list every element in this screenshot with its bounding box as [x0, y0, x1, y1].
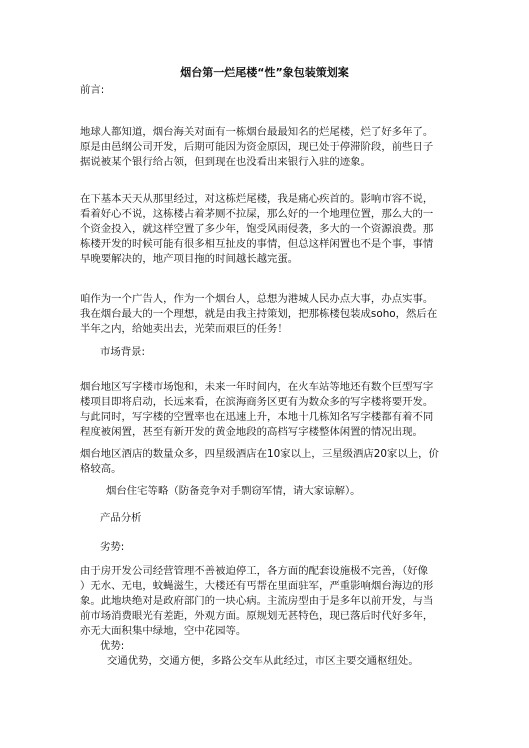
body-text-line: 据说被某个银行给占领，但到现在也没看出来银行入驻的迹象。	[80, 156, 371, 168]
body-text-line: 劣势:	[100, 541, 125, 553]
body-text-line: 半年之内，给她卖出去，光荣而艰巨的任务！	[80, 323, 288, 335]
body-text-line: 烟台地区酒店的数量众多，四星级酒店在10家以上，三星级酒店20家以上，价	[80, 448, 439, 460]
body-text-line: 产品分析	[100, 512, 142, 524]
body-text-line: 格较高。	[80, 463, 122, 475]
body-text-line: 咱作为一个广告人，作为一个烟台人，总想为港城人民办点大事，办点实事。	[80, 293, 434, 305]
body-text-line: 交通优势，交通方便，多路公交车从此经过，市区主要交通枢纽处。	[107, 655, 419, 667]
body-text-line: 早晚要解决的，地产项目拖的时间越长越完蛋。	[80, 253, 299, 265]
document-title: 烟台第一烂尾楼“性”象包装策划案	[180, 66, 349, 79]
body-text-line: 象。此地块绝对是政府部门的一块心病。主流房型由于是多年以前开发，与当	[80, 595, 434, 607]
body-text-line: 我在烟台最大的一个理想，就是由我主持策划，把那栋楼包装成soho，然后在	[80, 308, 438, 320]
body-text-line: 在下基本天天从那里经过，对这栋烂尾楼，我是痛心疾首的。影响市容不说，	[80, 193, 434, 205]
body-text-line: 亦无大面积集中绿地，空中花园等。	[80, 625, 247, 637]
body-text-line: 优势:	[100, 640, 125, 652]
body-text-line: 地球人都知道，烟台海关对面有一栋烟台最最知名的烂尾楼，烂了好多年了。	[80, 126, 434, 138]
body-text-line: 前市场消费眼光有差距，外观方面。原规划无甚特色，现已落后时代好多年，	[80, 610, 434, 622]
body-text-line: 烟台住宅等略（防备竞争对手剽窃军情，请大家谅解）。	[106, 485, 361, 497]
body-text-line: 原是由邑纲公司开发，后期可能因为资金原因，现已处于停滞阶段，前些日子	[80, 141, 434, 153]
body-text-line: 个资金投入，就这样空置了多少年，饱受风雨侵袭，多大的一个资源浪费。那	[80, 223, 434, 235]
body-text-line: ）无水、无电，蚊蝇滋生，大楼还有丐帮在里面驻军，严重影响烟台海边的形	[80, 580, 434, 592]
body-text-line: 栋楼开发的时候可能有很多相互扯皮的事情，但总这样闲置也不是个事，事情	[80, 238, 434, 250]
body-text-line: 由于房开发公司经营管理不善被迫停工，各方面的配套设施极不完善，（好像	[80, 565, 429, 577]
body-text-line: 市场背景:	[100, 346, 146, 358]
body-text-line: 楼项目即将启动，长远来看，在滨海商务区更有为数众多的写字楼将要开发。	[80, 396, 434, 408]
body-text-line: 看着好心不说，这栋楼占着茅厕不拉屎，那么好的一个地理位置，那么大的一	[80, 208, 434, 220]
body-text-line: 烟台地区写字楼市场饱和，未来一年时间内，在火车站等地还有数个巨型写字	[80, 381, 434, 393]
body-text-line: 前言:	[80, 84, 105, 96]
body-text-line: 与此同时，写字楼的空置率也在迅速上升，本地十几栋知名写字楼都有着不同	[80, 411, 434, 423]
body-text-line: 程度被闲置，甚至有新开发的黄金地段的高档写字楼整体闲置的情况出现。	[80, 426, 423, 438]
